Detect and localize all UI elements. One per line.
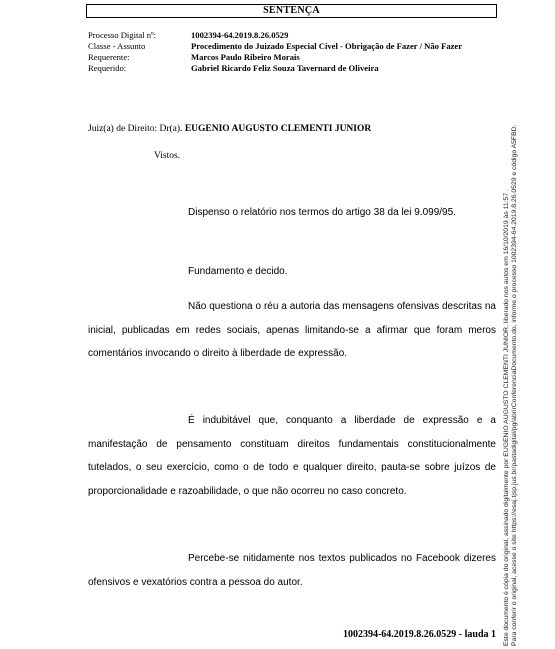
signature-note-line: Este documento é cópia do original, assinado digitalmente por EUGENIO AUGUSTO CLEMENTI JUNIOR, liberado nos autos em 16/10/2019 às 11:57 . (503, 189, 510, 646)
paragraph-text: Fundamento e decido. (188, 266, 288, 277)
paragraph (88, 409, 496, 503)
case-value: Procedimento do Juizado Especial Cível - Obrigação de Fazer / Não Fazer (191, 41, 463, 51)
case-label: Classe - Assunto (88, 41, 146, 51)
paragraph (88, 547, 496, 594)
paragraph-text: Percebe-se nitidamente nos textos publicados no Facebook dizeres ofensivos e vexatórios contra a pessoa do autor. (88, 553, 496, 588)
vistos-text: Vistos. (154, 151, 181, 161)
paragraph-text: É indubitável que, conquanto a liberdade de expressão e a manifestação de pensamento constituam direitos fundamentais constitucionalmente tutelados, o seu exercício, como o de todo e qualquer direito, pauta-se sobre juízos de proporcionalidade e razoabilidade, o que não ocorreu no caso concreto. (88, 415, 496, 497)
case-label: Requerido: (88, 63, 127, 73)
verification-note-line: Para conferir o original, acesse o site https://esaj.tjsp.jus.br/pastadigital/pg/abrirConferenciaDocumento.do, informe o processo 1002394-64.2019.8.26.0529 e código A5FBD. (511, 124, 519, 646)
digital-signature-note (503, 6, 520, 646)
document-title: SENTENÇA (86, 4, 497, 18)
case-label: Requerente: (88, 52, 130, 62)
judge-name: EUGENIO AUGUSTO CLEMENTI JUNIOR (184, 124, 372, 134)
page-footer: 1002394-64.2019.8.26.0529 - lauda 1 (342, 629, 496, 640)
paragraph (88, 201, 496, 225)
paragraph-text: Não questiona o réu a autoria das mensagens ofensivas descritas na inicial, publicadas em redes sociais, apenas limitando-se a afirmar que foram meros comentários invocando o direito à liberdade de expressão. (88, 301, 496, 360)
case-value: Marcos Paulo Ribeiro Morais (191, 52, 300, 62)
case-label: Processo Digital nº: (88, 30, 157, 40)
case-value: Gabriel Ricardo Feliz Souza Tavernard de Oliveira (191, 63, 379, 73)
case-value: 1002394-64.2019.8.26.0529 (191, 30, 289, 40)
judge-line (88, 123, 371, 135)
paragraph-text: Dispenso o relatório nos termos do artigo 38 da lei 9.099/95. (188, 207, 456, 218)
paragraph (88, 260, 496, 284)
judge-prefix: Juiz(a) de Direito: Dr(a). (88, 124, 183, 134)
paragraph (88, 295, 496, 366)
